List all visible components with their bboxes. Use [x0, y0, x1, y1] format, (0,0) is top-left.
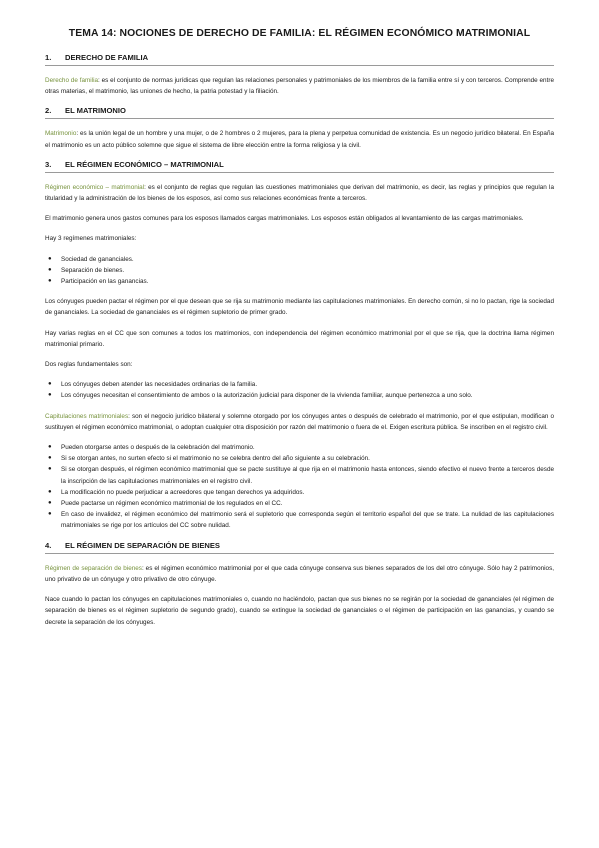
bullet-icon: ● [48, 392, 52, 399]
list-item: ● Puede pactarse un régimen económico matrimonial de los regulados en el CC. [61, 498, 554, 509]
section-number: 4. [45, 540, 52, 550]
paragraph: Hay 3 regímenes matrimoniales: [45, 235, 137, 243]
paragraph: El matrimonio genera unos gastos comunes para los esposos llamados cargas matrimoniales. Los esposos están obligados al levantamiento de las cargas matrimoniales. [45, 215, 524, 223]
definition-text: : son el negocio jurídico bilateral y solemne otorgado por los cónyuges antes o después de celebrado el matrimonio, por el que estipulan, modifican o sustituyen el régimen económico matrimonial, o adoptan cualquier otra disposición por razón del matrimonio o fuera de el. Exigen escritura pública. Se inscriben en el registro civil. [45, 412, 555, 431]
defined-term: Régimen de separación de bienes [45, 564, 142, 572]
section-heading [45, 160, 554, 173]
definition-text: : es el conjunto de reglas que regulan las cuestiones matrimoniales que derivan del matrimonio, es decir, las reglas y principios que regulan la titularidad y la administración de los bienes de los esposos, así como sus relaciones económicas frente a terceros. [45, 183, 554, 203]
bullet-icon: ● [48, 444, 52, 451]
paragraph [45, 182, 554, 204]
bullet-list [45, 379, 554, 401]
section-number: 2. [45, 106, 52, 116]
section-number: 3. [45, 159, 52, 169]
section-number: 1. [45, 53, 52, 62]
bullet-list [45, 254, 554, 288]
defined-term: Derecho de familia [45, 77, 99, 84]
section-heading [45, 53, 554, 66]
paragraph: Los cónyuges pueden pactar el régimen por el que desean que se rija su matrimonio mediante las capitulaciones matrimoniales. En derecho común, si no lo pactan, rige la sociedad de gananciales. La sociedad de gananciales es el régimen supletorio de primer grado. [45, 298, 554, 317]
definition-text: : es el régimen económico matrimonial por el que cada cónyuge conserva sus bienes separados de los del otro cónyuge. Sólo hay 2 patrimonios, uno privativo de un cónyuge y otro privativo de otro cónyuge. [45, 564, 554, 583]
paragraph [45, 128, 554, 150]
bullet-icon: ● [48, 511, 52, 518]
section-heading [45, 541, 554, 554]
definition-text: : es el conjunto de normas jurídicas que regulan las relaciones personales y patrimoniales de los miembros de la familia entre sí y con terceros. Comprende entre otras materias, el matrimonio, las uniones de hecho, la patria potestad y la filiación. [45, 77, 554, 96]
list-item: ● Los cónyuges necesitan el consentimiento de ambos o la autorización judicial para disponer de la vivienda familiar, aunque pertenezca a uno solo. [61, 390, 554, 401]
list-item: ● Los cónyuges deben atender las necesidades ordinarias de la familia. [61, 379, 554, 390]
defined-term: Matrimonio [45, 130, 77, 138]
list-item: ● Separación de bienes. [61, 265, 554, 276]
paragraph: Hay varias reglas en el CC que son comunes a todos los matrimonios, con independencia del régimen económico matrimonial por el que se rija, que la doctrina llama régimen matrimonial primario. [45, 329, 554, 348]
paragraph [45, 411, 554, 433]
list-item: ● Si se otorgan después, el régimen económico matrimonial que se pacte sustituye al que rija en el matrimonio hasta entonces, siendo efectivo el nuevo frente a terceros desde la inscripción de las capitulaciones matrimoniales en el registro civil. [48, 466, 554, 485]
defined-term: Régimen económico – matrimonial [45, 183, 145, 191]
section-title: EL RÉGIMEN ECONÓMICO – MATRIMONIAL [65, 159, 224, 169]
list-item: ● Sociedad de gananciales. [61, 254, 554, 265]
section-heading [45, 106, 554, 119]
section-title: EL MATRIMONIO [65, 106, 126, 116]
paragraph: Dos reglas fundamentales son: [45, 361, 133, 369]
bullet-icon: ● [48, 500, 52, 507]
bullet-list [45, 442, 554, 532]
bullet-icon: ● [48, 266, 52, 273]
section-title: DERECHO DE FAMILIA [65, 53, 149, 62]
list-item: ● Si se otorgan antes, no surten efecto si el matrimonio no se celebra dentro del año siguiente a su celebración. [61, 453, 554, 464]
paragraph: Nace cuando lo pactan los cónyuges en capitulaciones matrimoniales o, cuando no haciéndolo, pactan que sus bienes no se regirán por la sociedad de gananciales (el régimen de separación de bienes es el régimen supletorio de segundo grado), cuando se extingue la sociedad de gananciales o el régimen de participación en las ganancias, y cuando se decrete la separación de los cónyuges. [45, 596, 554, 626]
paragraph [45, 75, 554, 97]
list-item: ● Pueden otorgarse antes o después de la celebración del matrimonio. [61, 442, 554, 453]
paragraph [45, 563, 554, 585]
section-title: EL RÉGIMEN DE SEPARACIÓN DE BIENES [65, 540, 220, 550]
bullet-icon: ● [48, 381, 52, 388]
bullet-icon: ● [48, 466, 52, 473]
document-title: TEMA 14: NOCIONES DE DERECHO DE FAMILIA: EL RÉGIMEN ECONÓMICO MATRIMONIAL [68, 28, 531, 39]
bullet-icon: ● [48, 455, 52, 462]
bullet-icon: ● [48, 255, 52, 262]
list-item: ● En caso de invalidez, el régimen económico del matrimonio será el supletorio que corresponda según el territorio español del que se trate. La nulidad de las capitulaciones matrimoniales se rige por los artículos del CC sobre nulidad. [48, 511, 554, 530]
definition-text: : es la unión legal de un hombre y una mujer, o de 2 hombres o 2 mujeres, para la plena y perpetua comunidad de existencia. Es un negocio jurídico bilateral. En España el matrimonio es un acto público solemne que sigue el sistema de libre elección entre la forma religiosa y la civil. [45, 130, 554, 149]
bullet-icon: ● [48, 488, 52, 495]
list-item: ● La modificación no puede perjudicar a acreedores que tengan derechos ya adquiridos. [61, 487, 554, 498]
list-item: ● Participación en las ganancias. [61, 276, 554, 287]
defined-term: Capitulaciones matrimoniales [45, 412, 129, 420]
bullet-icon: ● [48, 278, 52, 285]
